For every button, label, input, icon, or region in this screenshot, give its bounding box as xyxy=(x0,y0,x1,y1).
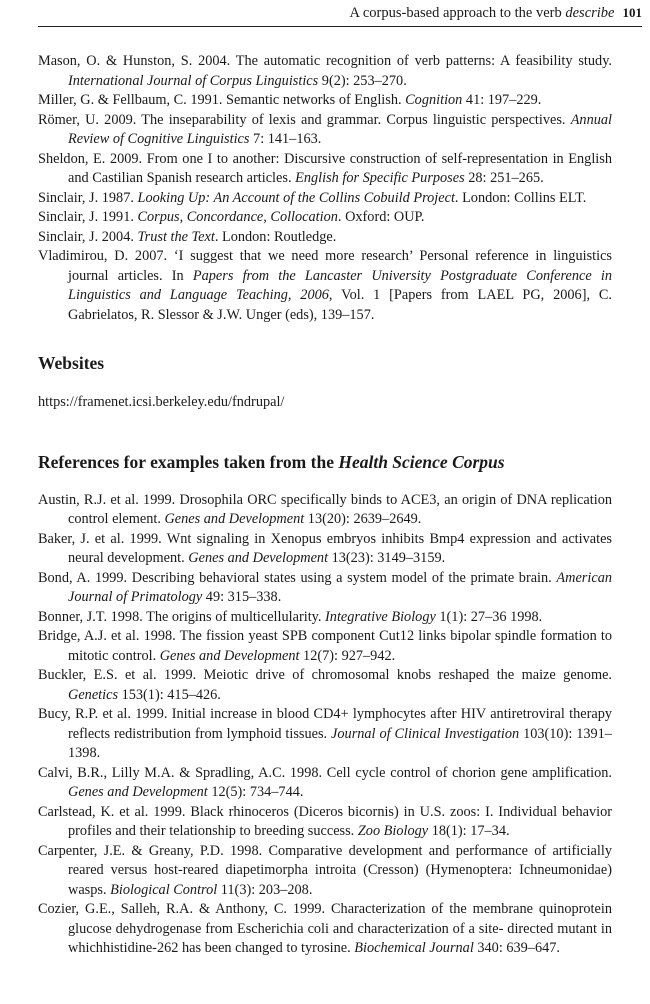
running-header xyxy=(38,4,642,27)
reference-item: Buckler, E.S. et al. 1999. Meiotic drive of chromosomal knobs reshaped the maize genome. Genetics 153(1): 415–426. xyxy=(38,667,612,703)
reference-item: Cozier, G.E., Salleh, R.A. & Anthony, C. 1999. Characterization of the membrane quinoprotein glucose dehydrogenase from Escherichia coli and characterization of a site- directed mutant in whichhistidine-262 has been changed to tyrosine. Biochemical Journal 340: 639–647. xyxy=(38,901,612,956)
reference-item: Carlstead, K. et al. 1999. Black rhinoceros (Diceros bicornis) in U.S. zoos: I. Individual behavior profiles and their telationship to breeding success. Zoo Biology 18(1): 17–34. xyxy=(38,803,612,839)
reference-item: Sinclair, J. 1991. Corpus, Concordance, Collocation. Oxford: OUP. xyxy=(38,209,425,225)
reference-item: Römer, U. 2009. The inseparability of lexis and grammar. Corpus linguistic perspectives. Annual Review of Cognitive Linguistics 7: 141–163. xyxy=(38,111,612,147)
examples-heading: References for examples taken from the Health Science Corpus xyxy=(38,451,505,472)
reference-item: Baker, J. et al. 1999. Wnt signaling in Xenopus embryos inhibits Bmp4 expression and activates neural development. Genes and Development 13(23): 3149–3159. xyxy=(38,530,612,566)
reference-item: Bonner, J.T. 1998. The origins of multicellularity. Integrative Biology 1(1): 27–36 1998. xyxy=(38,608,543,625)
reference-item: Sinclair, J. 2004. Trust the Text. London: Routledge. xyxy=(38,228,337,245)
reference-item: Miller, G. & Fellbaum, C. 1991. Semantic networks of English. Cognition 41: 197–229. xyxy=(38,92,542,108)
reference-item: Mason, O. & Hunston, S. 2004. The automatic recognition of verb patterns: A feasibility study. International Journal of Corpus Linguistics 9(2): 253–270. xyxy=(38,53,612,89)
reference-item: Bucy, R.P. et al. 1999. Initial increase in blood CD4+ lymphocytes after HIV antiretroviral therapy reflects redistribution from lymphoid tissues. Journal of Clinical Investigation 103(10): 1391–1398. xyxy=(38,706,612,761)
reference-item: Austin, R.J. et al. 1999. Drosophila ORC specifically binds to ACE3, an origin of DNA replication control element. Genes and Development 13(20): 2639–2649. xyxy=(38,491,612,527)
examples-reference-list xyxy=(38,491,612,959)
reference-list xyxy=(38,52,612,325)
running-title: A corpus-based approach to the verb describe xyxy=(349,5,615,21)
reference-item: Bond, A. 1999. Describing behavioral states using a system model of the primate brain. American Journal of Primatology 49: 315–338. xyxy=(38,569,612,605)
reference-item: Sinclair, J. 1987. Looking Up: An Account of the Collins Cobuild Project. London: Collins ELT. xyxy=(38,189,587,206)
reference-item: Calvi, B.R., Lilly M.A. & Spradling, A.C. 1998. Cell cycle control of chorion gene amplification. Genes and Development 12(5): 734–744. xyxy=(38,764,612,800)
reference-item: Sheldon, E. 2009. From one I to another: Discursive construction of self-representation in English and Castilian Spanish research articles. English for Specific Purposes 28: 251–265. xyxy=(38,150,612,186)
page-body xyxy=(38,52,612,959)
website-url[interactable]: https://framenet.icsi.berkeley.edu/fndrupal/ xyxy=(38,394,285,410)
reference-item: Vladimirou, D. 2007. ‘I suggest that we need more research’ Personal reference in linguistics journal articles. In Papers from the Lancaster University Postgraduate Conference in Linguistics and Language Teaching, 2006, Vol. 1 [Papers from LAEL PG, 2006], C. Gabrielatos, R. Slessor & J.W. Unger (eds), 139–157. xyxy=(38,248,613,323)
page-number: 101 xyxy=(622,5,642,20)
reference-item: Bridge, A.J. et al. 1998. The fission yeast SPB component Cut12 links bipolar spindle formation to mitotic control. Genes and Development 12(7): 927–942. xyxy=(38,628,612,664)
reference-item: Carpenter, J.E. & Greany, P.D. 1998. Comparative development and performance of artificially reared versus host-reared diapetimorpha introita (Cresson) (Hymenoptera: Ichneumonidae) wasps. Biological Control 11(3): 203–208. xyxy=(38,842,612,898)
websites-heading: Websites xyxy=(38,353,105,373)
